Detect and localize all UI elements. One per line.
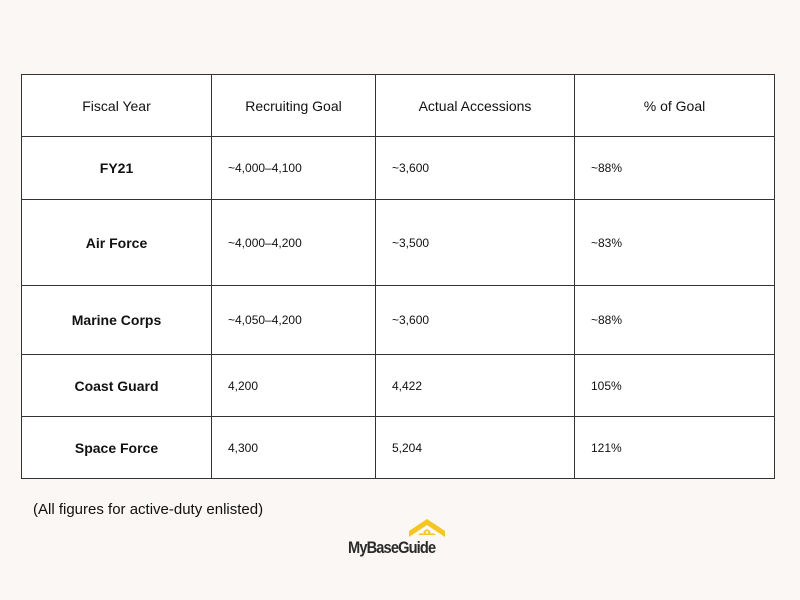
goal-cell: 4,300 (212, 417, 376, 479)
recruiting-table (21, 74, 775, 479)
row-label: Air Force (22, 200, 212, 286)
logo-text: MyBaseGuide (348, 538, 436, 557)
percent-cell: ~83% (575, 200, 775, 286)
footnote: (All figures for active-duty enlisted) (33, 501, 264, 518)
goal-cell: ~4,000–4,100 (212, 137, 376, 200)
header-actual-accessions: Actual Accessions (376, 75, 575, 137)
percent-cell: 121% (575, 417, 775, 479)
table-header-row (22, 75, 775, 137)
table-row (22, 137, 775, 200)
goal-cell: ~4,000–4,200 (212, 200, 376, 286)
actual-cell: 5,204 (376, 417, 575, 479)
row-label: Marine Corps (22, 286, 212, 355)
actual-cell: ~3,600 (376, 137, 575, 200)
header-percent-of-goal: % of Goal (575, 75, 775, 137)
house-roof-stars-icon (408, 518, 446, 538)
percent-cell: 105% (575, 355, 775, 417)
table-row (22, 200, 775, 286)
header-recruiting-goal: Recruiting Goal (212, 75, 376, 137)
row-label: Coast Guard (22, 355, 212, 417)
actual-cell: 4,422 (376, 355, 575, 417)
table-row (22, 286, 775, 355)
percent-cell: ~88% (575, 137, 775, 200)
percent-cell: ~88% (575, 286, 775, 355)
table-row (22, 417, 775, 479)
table-row (22, 355, 775, 417)
actual-cell: ~3,600 (376, 286, 575, 355)
header-fiscal-year: Fiscal Year (22, 75, 212, 137)
svg-text:★★★: ★★★ (420, 530, 434, 536)
row-label: Space Force (22, 417, 212, 479)
row-label: FY21 (22, 137, 212, 200)
logo (348, 518, 448, 562)
actual-cell: ~3,500 (376, 200, 575, 286)
goal-cell: ~4,050–4,200 (212, 286, 376, 355)
goal-cell: 4,200 (212, 355, 376, 417)
